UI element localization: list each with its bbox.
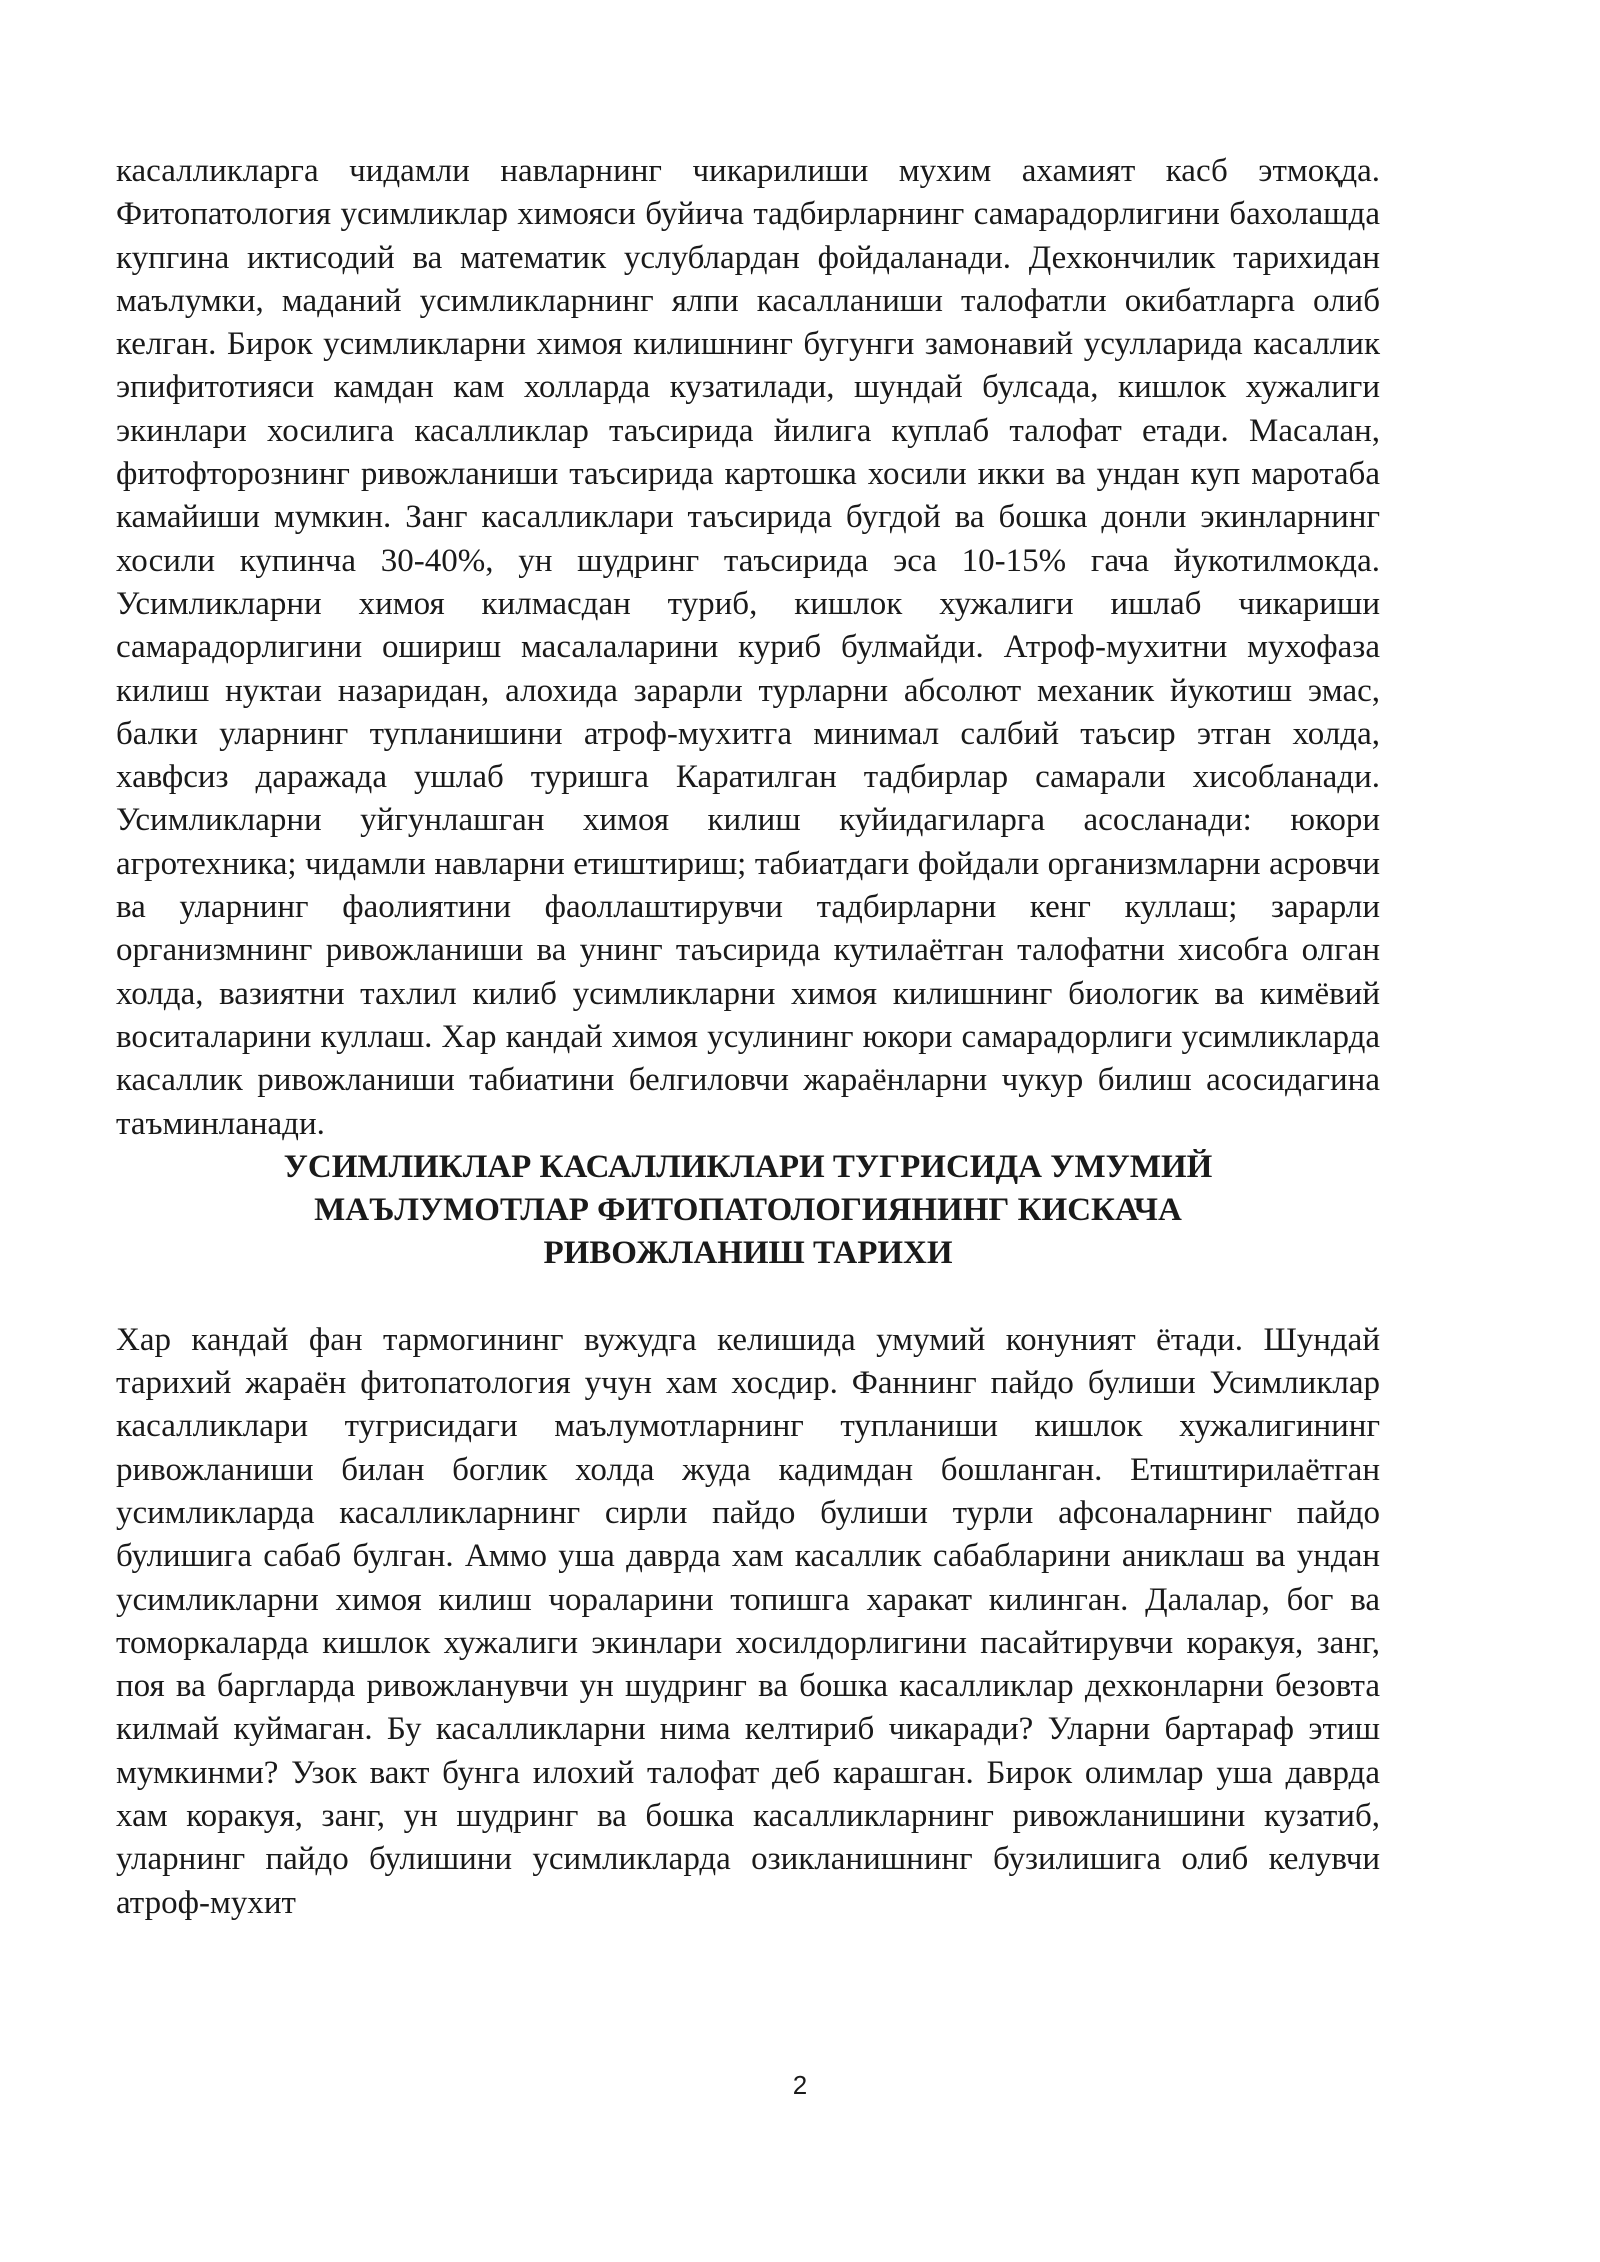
- heading-line-3: РИВОЖЛАНИШ ТАРИХИ: [543, 1235, 953, 1272]
- section-spacer: [116, 1276, 1380, 1319]
- paragraph-intro: касалликларга чидамли навларнинг чикарилиши мухим ахамият касб этмоқда. Фитопатология усимликлар химояси буйича тадбирларнинг самарадорлигини бахолашда купгина иктисодий ва математик услублардан фойдаланади. Дехкончилик тарихидан маълумки, маданий усимликларнинг ялпи касалланиши талофатли окибатларга олиб келган. Бирок усимликларни химоя килишнинг бугунги замонавий усулларида касаллик эпифитотияси камдан кам холларда кузатилади, шундай булсада, кишлок хужалиги экинлари хосилига касалликлар таъсирида йилига куплаб талофат етади. Масалан, фитофторознинг ривожланиши таъсирида картошка хосили икки ва ундан куп маротаба камайиши мумкин. Занг касалликлари таъсирида бугдой ва бошка донли экинларнинг хосили купинча 30-40%, ун шудринг таъсирида эса 10-15% гача йукотилмокда. Усимликларни химоя килмасдан туриб, кишлок хужалиги ишлаб чикариши самарадорлигини ошириш масалаларини куриб булмайди. Атроф-мухитни мухофаза килиш нуктаи назаридан, алохида зарарли турларни абсолют механик йукотиш эмас, балки уларнинг тупланишини атроф-мухитга минимал салбий таъсир этган холда, хавфсиз даражада ушлаб туришга Каратилган тадбирлар самарали хисобланади. Усимликларни уйгунлашган химоя килиш куйидагиларга асосланади: юкори агротехника; чидамли навларни етиштириш; табиатдаги фойдали организмларни асровчи ва уларнинг фаолиятини фаоллаштирувчи тадбирларни кенг куллаш; зарарли организмнинг ривожланиши ва унинг таъсирида кутилаётган талофатни хисобга олган холда, вазиятни тахлил килиб усимликларни химоя килишнинг биологик ва кимёвий воситаларини куллаш. Хар кандай химоя усулининг юкори самарадорлиги усимликларда касаллик ривожланиши табиатини белгиловчи жараёнларни чукур билиш асосидагина таъминланади.: [116, 153, 1380, 1142]
- paragraph-history: Хар кандай фан тармогининг вужудга келишида умумий конуният ётади. Шундай тарихий жараён фитопатология учун хам хосдир. Фаннинг пайдо булиши Усимликлар касалликлари тугрисидаги маълумотларнинг тупланиши кишлок хужалигининг ривожланиши билан боглик холда жуда кадимдан бошланган. Етиштирилаётган усимликларда касалликларнинг сирли пайдо булиши турли афсоналарнинг пайдо булишига сабаб булган. Аммо уша даврда хам касаллик сабабларини аниклаш ва ундан усимликларни химоя килиш чораларини топишга харакат килинган. Далалар, бог ва томоркаларда кишлок хужалиги экинлари хосилдорлигини пасайтирувчи коракуя, занг, поя ва баргларда ривожланувчи ун шудринг ва бошка касалликлар дехконларни безовта килмай куймаган. Бу касалликларни нима келтириб чикаради? Уларни бартараф этиш мумкинми? Узок вакт бунга илохий талофат деб карашган. Бирок олимлар уша даврда хам коракуя, занг, ун шудринг ва бошка касалликларнинг ривожланишини кузатиб, уларнинг пайдо булишини усимликларда озикланишнинг бузилишига олиб келувчи атроф-мухит: [116, 1321, 1380, 1921]
- section-heading: [116, 1146, 1380, 1276]
- heading-line-1: УСИМЛИКЛАР КАСАЛЛИКЛАРИ ТУГРИСИДА УМУМИЙ: [283, 1148, 1213, 1185]
- page-content: [116, 150, 1380, 1925]
- page-number: 2: [792, 2070, 808, 2100]
- heading-line-2: МАЪЛУМОТЛАР ФИТОПАТОЛОГИЯНИНГ КИСКАЧА: [314, 1192, 1182, 1229]
